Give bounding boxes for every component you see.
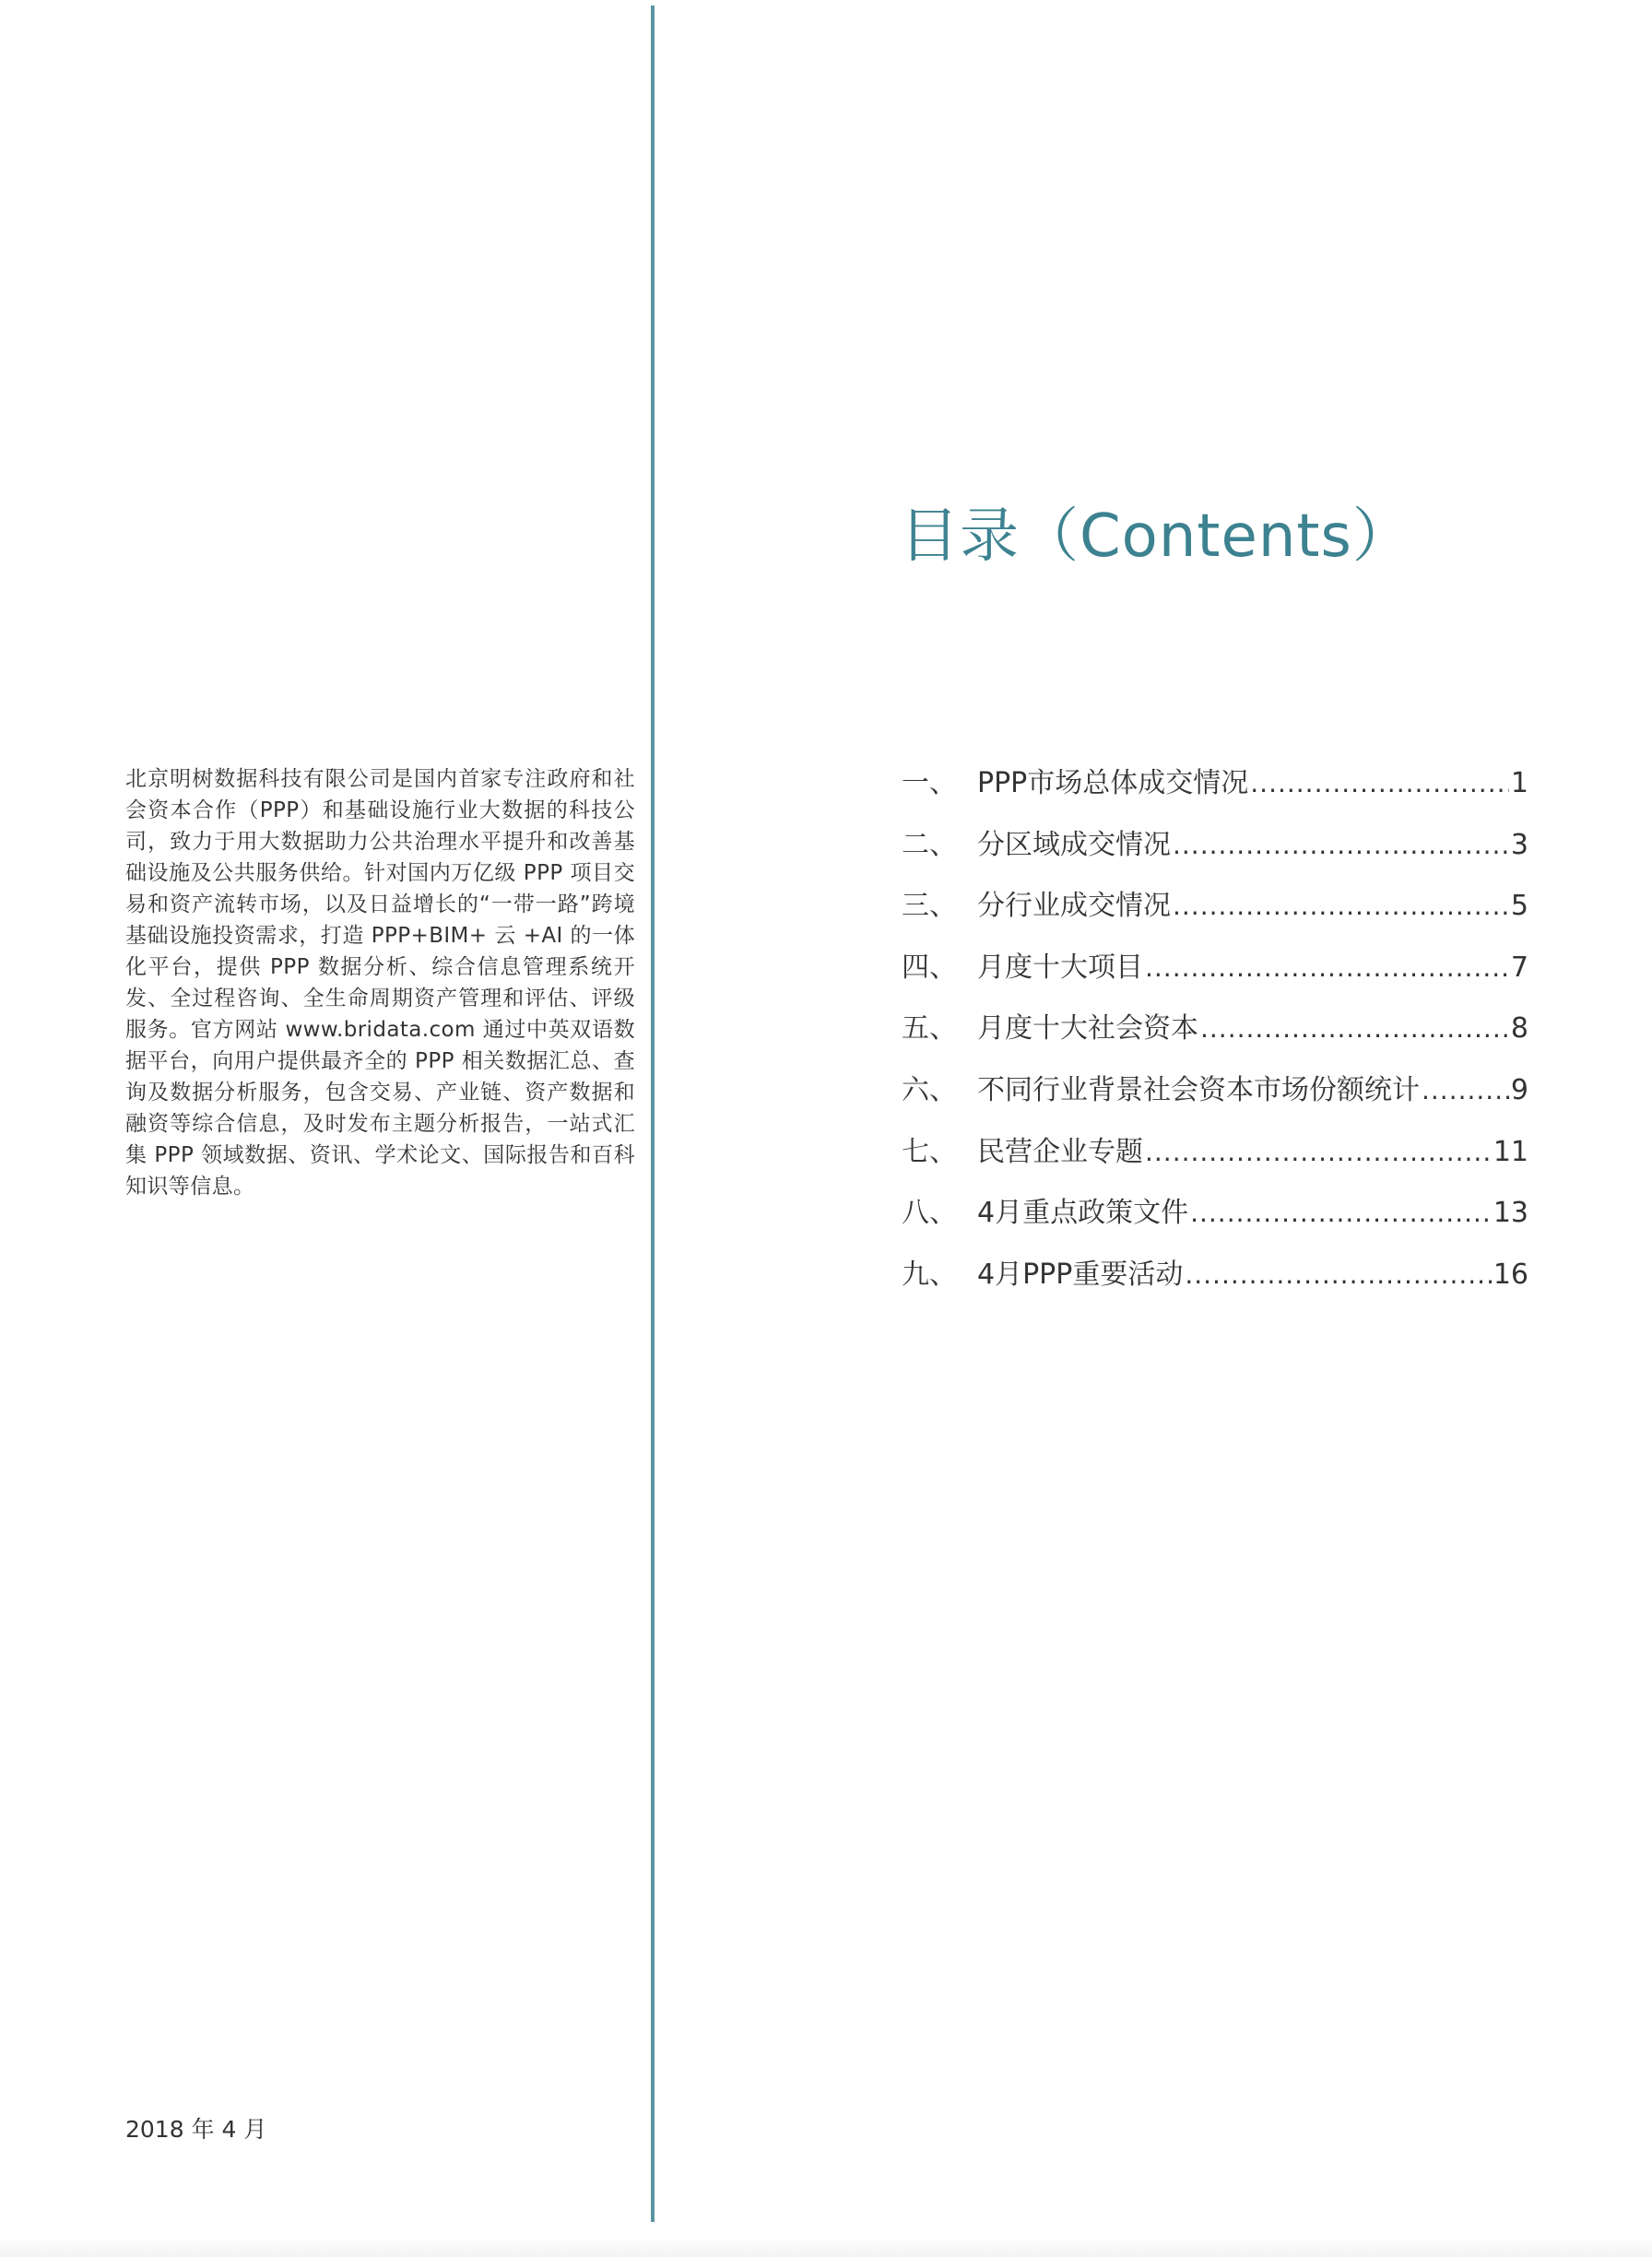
toc-item-title: 民营企业专题 xyxy=(977,1135,1143,1168)
vertical-divider xyxy=(651,6,655,2222)
toc-leader-dots xyxy=(1145,952,1509,983)
toc-item-number: 七、 xyxy=(902,1135,957,1168)
toc-item-title: 分区域成交情况 xyxy=(977,828,1171,861)
toc-item-page: 1 xyxy=(1510,767,1528,799)
toc-leader-dots xyxy=(1173,830,1509,860)
toc-item-title: PPP市场总体成交情况 xyxy=(977,767,1249,799)
toc-item-title: 不同行业背景社会资本市场份额统计 xyxy=(977,1073,1420,1106)
toc-title: 目录（Contents） xyxy=(900,502,1412,571)
toc-item-number: 九、 xyxy=(902,1258,957,1291)
toc-item[interactable] xyxy=(902,821,1528,883)
toc-item-page: 3 xyxy=(1510,828,1528,861)
toc-item-page: 8 xyxy=(1510,1012,1528,1046)
toc-item-number: 五、 xyxy=(902,1012,957,1046)
page-bottom-shadow xyxy=(0,2237,1652,2257)
toc-item-page: 13 xyxy=(1493,1197,1528,1230)
publication-date: 2018 年 4 月 xyxy=(125,2116,267,2143)
toc-item-page: 7 xyxy=(1510,951,1528,984)
toc-item[interactable] xyxy=(902,882,1528,944)
toc-item[interactable] xyxy=(902,1251,1528,1313)
toc-item-number: 三、 xyxy=(902,890,957,923)
toc-item[interactable] xyxy=(902,760,1528,821)
toc-item-page: 5 xyxy=(1510,890,1528,923)
toc-item-number: 八、 xyxy=(902,1197,957,1230)
toc-leader-dots xyxy=(1185,1259,1491,1290)
toc-item[interactable] xyxy=(902,1128,1528,1190)
toc-leader-dots xyxy=(1200,1013,1509,1044)
toc-leader-dots xyxy=(1422,1075,1509,1105)
toc-item-number: 四、 xyxy=(902,951,957,984)
toc-leader-dots xyxy=(1173,891,1509,921)
table-of-contents xyxy=(902,760,1528,1312)
toc-item-number: 六、 xyxy=(902,1073,957,1106)
toc-item[interactable] xyxy=(902,1005,1528,1067)
toc-item[interactable] xyxy=(902,1067,1528,1128)
toc-item-title: 4月PPP重要活动 xyxy=(977,1258,1184,1291)
toc-item-page: 9 xyxy=(1510,1073,1528,1106)
toc-item-title: 4月重点政策文件 xyxy=(977,1197,1189,1230)
toc-item-number: 二、 xyxy=(902,828,957,861)
toc-item-title: 分行业成交情况 xyxy=(977,890,1171,923)
toc-leader-dots xyxy=(1190,1198,1492,1228)
toc-item[interactable] xyxy=(902,944,1528,1006)
company-intro-paragraph: 北京明树数据科技有限公司是国内首家专注政府和社会资本合作（PPP）和基础设施行业大数据的科技公司，致力于用大数据助力公共治理水平提升和改善基础设施及公共服务供给。针对国内万亿级 PPP 项目交易和资产流转市场，以及日益增长的“一带一路”跨境基础设施投资需求，打造 PPP+BIM+ 云 +AI 的一体化平台，提供 PPP 数据分析、综合信息管理系统开发、全过程咨询、全生命周期资产管理和评估、评级服务。官方网站 www.bridata.com 通过中英双语数据平台，向用户提供最齐全的 PPP 相关数据汇总、查询及数据分析服务，包含交易、产业链、资产数据和融资等综合信息，及时发布主题分析报告，一站式汇集 PPP 领域数据、资讯、学术论文、国际报告和百科知识等信息。 xyxy=(125,767,635,1199)
toc-item-number: 一、 xyxy=(902,767,957,799)
toc-leader-dots xyxy=(1250,768,1509,798)
toc-item-page: 16 xyxy=(1493,1258,1528,1291)
toc-item-title: 月度十大项目 xyxy=(977,951,1143,984)
toc-item-title: 月度十大社会资本 xyxy=(977,1012,1198,1046)
toc-item[interactable] xyxy=(902,1189,1528,1251)
toc-item-page: 11 xyxy=(1493,1135,1528,1168)
toc-leader-dots xyxy=(1145,1137,1492,1167)
